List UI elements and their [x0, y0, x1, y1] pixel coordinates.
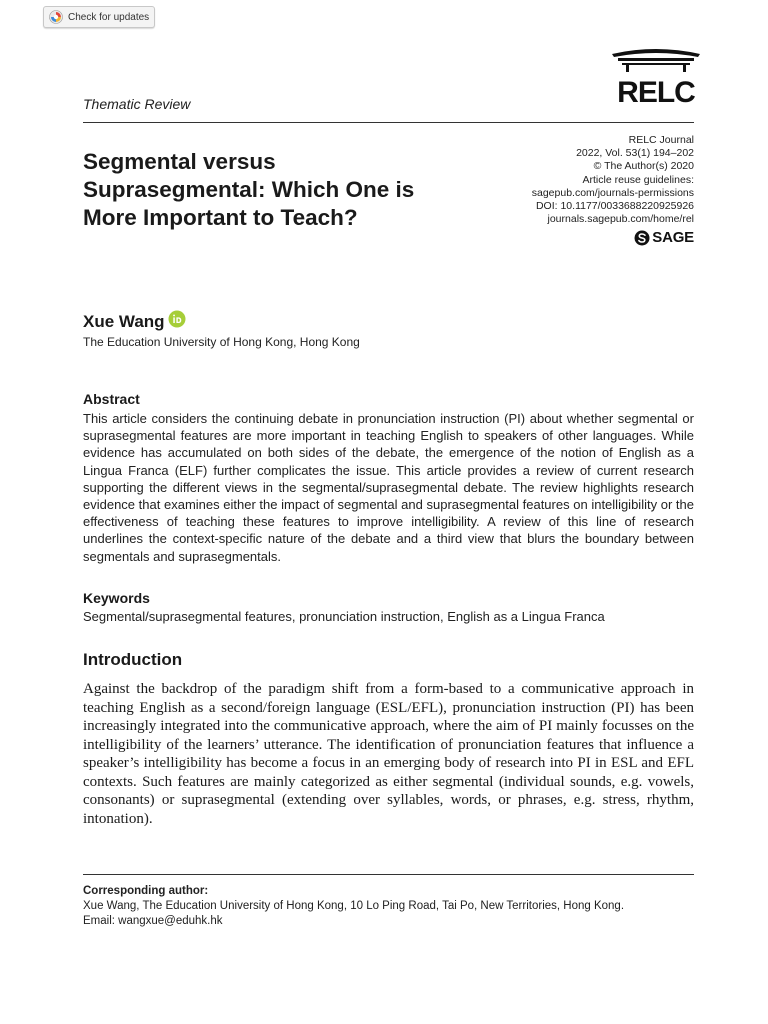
- corresponding-author-block: [83, 884, 703, 929]
- copyright: © The Author(s) 2020: [593, 160, 694, 173]
- check-updates-icon: [49, 10, 63, 24]
- keywords-heading: Keywords: [83, 590, 150, 606]
- relc-logo: [608, 44, 704, 114]
- section-label: Thematic Review: [83, 96, 191, 112]
- sage-logo: [634, 229, 694, 246]
- check-for-updates-button[interactable]: [43, 6, 155, 28]
- header-divider: [83, 122, 694, 123]
- relc-logo-text: RELC: [617, 76, 695, 109]
- journal-name: RELC Journal: [628, 134, 694, 146]
- journal-homepage-link[interactable]: journals.sagepub.com/home/rel: [547, 213, 694, 226]
- orcid-icon[interactable]: [168, 310, 186, 328]
- relc-pagoda-icon: [608, 44, 704, 114]
- corresponding-author-address: Xue Wang, The Education University of Hong Kong, 10 Lo Ping Road, Tai Po, New Territories, Hong Kong.: [83, 900, 625, 912]
- introduction-text: Against the backdrop of the paradigm shift from a form-based to a communicative approach in teaching English as a second/foreign language (ESL/EFL), pronunciation instruction (PI) has been increasingly integrated into the communicative approach, where the aim of PI mainly focusses on the intelligibility of the learners’ utterance. The identification of pronunciation features that influence a speaker’s intelligibility has become a focus in an emerging body of research into PI in ESL and EFL contexts. Such features are mainly categorized as either segmental (individual sounds, e.g. vowels, consonants) or suprasegmental (extending over syllables, words, or phrases, e.g. stress, rhythm, intonation).: [83, 681, 694, 827]
- keywords-text: Segmental/suprasegmental features, pronunciation instruction, English as a Lingua Franca: [83, 609, 605, 624]
- journal-meta: [454, 134, 694, 226]
- abstract-text: This article considers the continuing debate in pronunciation instruction (PI) about whether segmental or suprasegmental features are more important in teaching English to speakers of other languages. While evidence has accumulated on both sides of the debate, the emergence of the notion of English as a Lingua Franca (ELF) further complicates the issue. This article provides a review of current research supporting the different views in the segmental/suprasegmental debate. The review highlights research evidence that examines either the impact of segmental and suprasegmental features on intelligibility or the effectiveness of teaching these features to improve intelligibility. A review of this line of research underlines the context-specific nature of the debate and a third view that blurs the boundary between segmentals and suprasegmentals.: [83, 411, 694, 564]
- sage-s-icon: [634, 230, 650, 246]
- author-affiliation: The Education University of Hong Kong, Hong Kong: [83, 335, 360, 349]
- introduction-heading: Introduction: [83, 650, 183, 669]
- sage-logo-text: SAGE: [652, 229, 694, 246]
- corresponding-author-email[interactable]: Email: wangxue@eduhk.hk: [83, 915, 223, 927]
- corresponding-author-label: Corresponding author:: [83, 885, 209, 897]
- permissions-link[interactable]: sagepub.com/journals-permissions: [531, 186, 694, 199]
- article-title: Segmental versus Suprasegmental: Which One is More Important to Teach?: [83, 149, 415, 230]
- footnote-divider: [83, 874, 694, 875]
- author-name[interactable]: [83, 312, 186, 332]
- reuse-guidelines-label: Article reuse guidelines:: [582, 173, 694, 186]
- check-updates-label: Check for updates: [68, 11, 150, 23]
- abstract-heading: Abstract: [83, 391, 140, 407]
- author-name-text: Xue Wang: [83, 312, 165, 331]
- journal-volume: 2022, Vol. 53(1) 194–202: [576, 147, 694, 160]
- doi-link[interactable]: DOI: 10.1177/0033688220925926: [535, 200, 694, 213]
